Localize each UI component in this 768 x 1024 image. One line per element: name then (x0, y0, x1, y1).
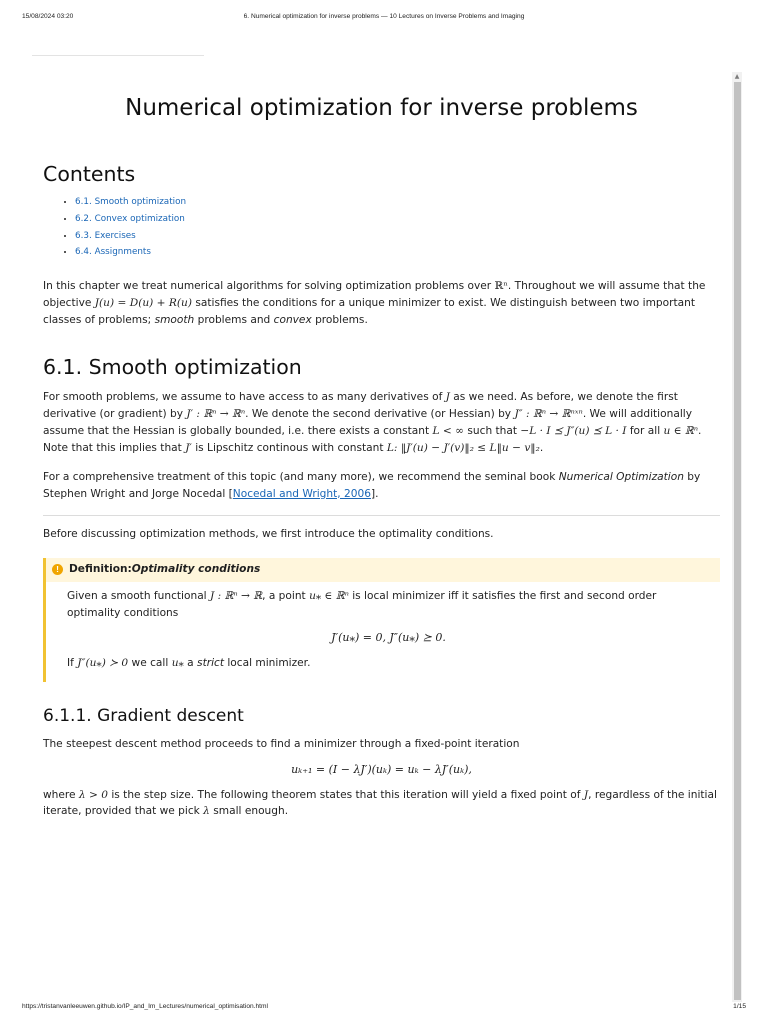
optimality-equation: J′(u⁎) = 0, J″(u⁎) ⪰ 0. (331, 631, 446, 645)
toc-link-assignments[interactable]: 6.4. Assignments (75, 247, 151, 258)
print-timestamp: 15/08/2024 03:20 (22, 13, 74, 20)
definition-text: Given a smooth functional J : ℝⁿ → ℝ, a point u⁎ ∈ ℝⁿ is local minimizer iff it satisfies the first and second order optimality conditions (67, 589, 657, 619)
smooth-paragraph-1: For smooth problems, we assume to have access to as many derivatives of J as we need. As before, we denote the first derivative (or gradient) by J′ : ℝⁿ → ℝⁿ. We denote the second derivative (or Hessian) by J″ : ℝⁿ → ℝⁿˣⁿ. We will additionally assume that the Hessian is globally bounded, i.e. there exists a constant L < ∞ such that −L · I ⪯ J″(u) ⪯ L · I for all u ∈ ℝⁿ. Note that this implies that J′ is Lipschitz continous with constant L: ‖J′(u) − J′(v)‖₂ ≤ L‖u − v‖₂. (43, 391, 702, 454)
print-footer (22, 1002, 746, 1013)
contents-heading: Contents (43, 162, 136, 186)
article (43, 88, 720, 820)
table-of-contents (43, 194, 720, 261)
citation-link[interactable]: Nocedal and Wright, 2006 (232, 487, 371, 500)
gradient-descent-equation: uₖ₊₁ = (I − λJ′)(uₖ) = uₖ − λJ′(uₖ), (291, 762, 472, 776)
definition-note: If J″(u⁎) ≻ 0 we call u⁎ a strict local minimizer. (67, 657, 311, 670)
gradient-paragraph-1: The steepest descent method proceeds to find a minimizer through a fixed-point iteration (43, 737, 520, 750)
smooth-paragraph-3: Before discussing optimization methods, we first introduce the optimality conditions. (43, 527, 494, 540)
toc-item (75, 244, 720, 261)
divider (43, 515, 720, 516)
intro-paragraph: In this chapter we treat numerical algorithms for solving optimization problems over ℝⁿ. Throughout we will assume that the objective J(u) = D(u) + R(u) satisfies the conditions for a unique minimizer to exist. We distinguish between two important classes of problems; smooth problems and convex problems. (43, 280, 706, 327)
toc-item (75, 228, 720, 245)
toc-link-smooth-optimization[interactable]: 6.1. Smooth optimization (75, 197, 187, 207)
definition-body (46, 582, 720, 682)
page-title: Numerical optimization for inverse problems (125, 95, 638, 121)
toc-item (75, 211, 720, 228)
section-heading-gradient-descent: 6.1.1. Gradient descent (43, 705, 244, 726)
section-heading-smooth-optimization: 6.1. Smooth optimization (43, 355, 302, 379)
gradient-paragraph-2: where λ > 0 is the step size. The following theorem states that this iteration will yield a fixed point of J, regardless of the initial iterate, provided that we pick λ small enough. (43, 788, 717, 818)
print-page-number: 1/15 (733, 1003, 746, 1010)
divider (32, 55, 204, 56)
print-url: https://tristanvanleeuwen.github.io/IP_and_Im_Lectures/numerical_optimisation.html (22, 1003, 268, 1010)
scroll-up-arrow-icon[interactable]: ▲ (734, 73, 740, 80)
toc-link-convex-optimization[interactable]: 6.2. Convex optimization (75, 213, 185, 224)
print-header (22, 12, 746, 23)
smooth-paragraph-2: For a comprehensive treatment of this topic (and many more), we recommend the seminal book Numerical Optimization by Stephen Wright and Jorge Nocedal [Nocedal and Wright, 2006]. (43, 470, 701, 500)
exclamation-icon: ! (52, 564, 63, 575)
print-document-title: 6. Numerical optimization for inverse problems — 10 Lectures on Inverse Problems and Imaging (243, 13, 525, 20)
definition-title: ! Definition: Optimality conditions (46, 558, 720, 582)
definition-box (43, 558, 720, 682)
vertical-scrollbar[interactable] (732, 72, 742, 1002)
toc-item (75, 194, 720, 211)
toc-link-exercises[interactable]: 6.3. Exercises (75, 230, 136, 241)
scrollbar-thumb[interactable] (734, 82, 741, 1000)
